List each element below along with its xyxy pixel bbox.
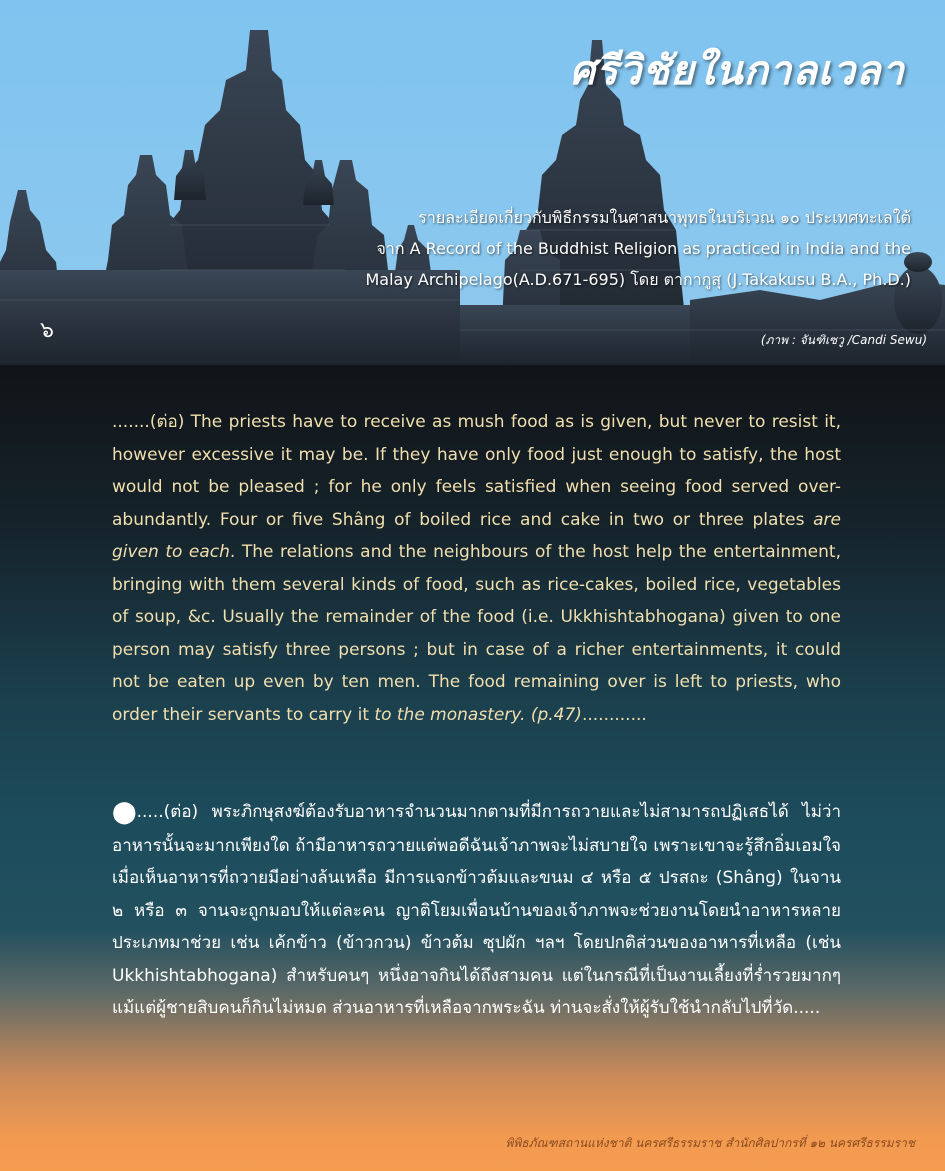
page-number: ๖ bbox=[40, 318, 54, 343]
thai-paragraph bbox=[112, 796, 841, 1025]
subtitle-line-2: จาก A Record of the Buddhist Religion as practiced in India and the bbox=[376, 239, 911, 258]
header-banner bbox=[0, 0, 945, 365]
footer-credit: พิพิธภัณฑสถานแห่งชาติ นครศรีธรรมราช สำนักศิลปากรที่ ๑๒ นครศรีธรรมราช bbox=[505, 1136, 915, 1150]
photo-caption: (ภาพ : จันฑิเซวู /Candi Sewu) bbox=[760, 333, 927, 347]
english-text-3: ............ bbox=[581, 704, 647, 725]
bullet-icon: ⬤ bbox=[112, 800, 137, 825]
english-italic-1: are given to each bbox=[112, 509, 841, 562]
subtitle bbox=[211, 202, 911, 295]
thai-text: .....(ต่อ) พระภิกษุสงฆ์ต้องรับอาหารจำนวนมากตามที่มีการถวายและไม่สามารถปฏิเสธได้ ไม่ว่าอาหารนั้นจะมากเพียงใด ถ้ามีอาหารถวายแต่พอดีฉันเจ้าภาพจะไม่สบายใจ เพราะเขาจะรู้สึกอิ่มเอมใจเมื่อเห็นอาหารที่ถวายมีอย่างล้นเหลือ มีการแจกข้าวต้มและขนม ๔ หรือ ๕ ปรสถะ (Shâng) ในจาน ๒ หรือ ๓ จานจะถูกมอบให้แต่ละคน ญาติโยมเพื่อนบ้านของเจ้าภาพจะช่วยงานโดยนำอาหารหลายประเภทมาช่วย เช่น เค้กข้าว (ข้าวกวน) ข้าวต้ม ซุปผัก ฯลฯ โดยปกติส่วนของอาหารที่เหลือ (เช่น Ukkhishtabhogana) สำหรับคนๆ หนึ่งอาจกินได้ถึงสามคน แต่ในกรณีที่เป็นงานเลี้ยงที่ร่ำรวยมากๆ แม้แต่ผู้ชายสิบคนก็กินไม่หมด ส่วนอาหารที่เหลือจากพระฉัน ท่านจะสั่งให้ผู้รับใช้นำกลับไปที่วัด..... bbox=[112, 802, 841, 1018]
subtitle-line-1: รายละเอียดเกี่ยวกับพิธีกรรมในศาสนาพุทธในบริเวณ ๑๐ ประเทศทะเลใต้ bbox=[418, 208, 911, 227]
english-paragraph bbox=[112, 406, 841, 731]
subtitle-line-3: Malay Archipelago(A.D.671-695) โดย ตากากูสุ (J.Takakusu B.A., Ph.D.) bbox=[365, 270, 911, 289]
english-text-2: . The relations and the neighbours of the host help the entertainment, bringing with them several kinds of food, such as rice-cakes, boiled rice, vegetables of soup, &c. Usually the remainder of the food (i.e. Ukkhishtabhogana) given to one person may satisfy three persons ; but in case of a richer entertainments, it could not be eaten up even by ten men. The food remaining over is left to priests, who order their servants to carry it bbox=[112, 542, 841, 725]
english-italic-2: to the monastery. (p.47) bbox=[374, 704, 582, 725]
page-title: ศรีวิชัยในกาลเวลา bbox=[569, 47, 905, 94]
english-text-1: .......(ต่อ) The priests have to receive as mush food as is given, but never to resist it, however excessive it may be. If they have only food just enough to satisfy, the host would not be pleased ; for he only feels satisfied when seeing food served over-abundantly. Four or five Shâng of boiled rice and cake in two or three plates bbox=[112, 412, 841, 530]
